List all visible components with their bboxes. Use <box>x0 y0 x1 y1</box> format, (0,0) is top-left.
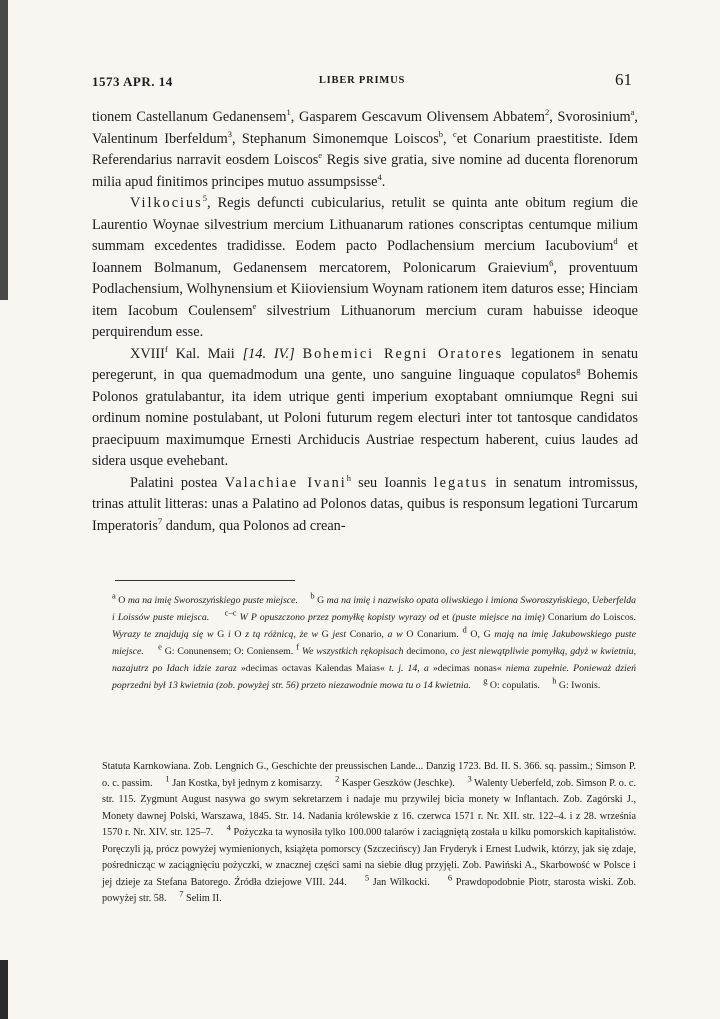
main-text <box>92 107 638 537</box>
binding-shadow-top <box>0 0 8 300</box>
textual-apparatus <box>112 592 636 694</box>
book-title: LIBER PRIMUS <box>318 75 406 86</box>
paragraph-3: XVIII$^f$ Kal. Maii [14. IV.] Bohemici Regni Oratores legationem in senatu peregerunt, in qua quemadmodum una gente, uno sanguine linguaque copulatos$^g$ Bohemis Polonos gratulabantur, ita idem utrique genti imperium exoptabant omniumque Regni sui ordinum nomine postulabant, ut Poloni futurum regem electuri inter tot tantosque candidatos praecipuum maximumque Ernesti Archiducis Austriae respectum haberent, cuius laudes ad sidera usque evehebant. <box>92 343 638 469</box>
binding-shadow-bottom <box>0 960 8 1019</box>
historical-notes-text: Statuta Karnkowiana. Zob. Lengnich G., Geschichte der preussischen Lande... Danzig 1723. Bd. II. S. 366. sq. passim.; Simson P. o. c. passim. $^1$ Jan Kostka, był jednym z komisarzy. $^2$ Kasper Geszków (Jeschke). $^3$ Walenty Ueberfeld, zob. Simson P. o. c. str. 115. Zygmunt August nasywa go swym sekretarzem i nadaje mu przywilej bicia monety w Inflantach. Zob. Zagórski J., Monety dawnej Polski, Warszawa, 1845. Str. 14. Nadania królewskie z 16. czerwca 1571 r. Nr. XII. str. 122–4. i z 28. września 1570 r. Nr. XIV. str. 125–7. $^4$ Pożyczka ta wynosiła tylko 100.000 talarów i zaciągniętą została u kilku pomorskich kapitalistów. Poręczyli ją, prócz powyżej wymienionych, książęta pomorscy (Szczecińscy) Jan Fryderyk i Ernest Ludwik, którzy, jak się zdaje, pośrednicząc w zaciągnięciu pożyczki, w znacznej części sami na siebie dług przyjęli. Zob. Pawiński A., Skarbowość w Polsce i jej dzieje za Stefana Batorego. Źródła dziejowe VIII. 244. $^5$ Jan Wilkocki. $^6$ Prawdopodobnie Piotr, starosta wiski. Zob. powyżej str. 58. $^7$ Selim II. <box>102 761 637 904</box>
paragraph-4: Palatini postea Valachiae Ivani$^h$ seu Ioannis legatus in senatum intromissus, trinas attulit litteras: unas a Palatino ad Polonos datas, quibus is responsum legationi Turcarum Imperatoris$^7$ dandum, qua Polonos ad crean- <box>92 472 638 534</box>
historical-notes <box>102 759 636 908</box>
textual-notes: $^a$ O ma na imię Sworoszyńskiego puste miejsce. $^b$ G ma na imię i nazwisko opata oliwskiego i imiona Sworoszyńskiego, Ueberfelda i Loissów puste miejsca. $^{c-c}$ W P opuszczono przez pomyłkę kopisty wyrazy od et (puste miejsce na imię) Conarium do Loiscos. Wyrazy te znajdują się w G i O z tą różnicą, że w G jest Conario, a w O Conarium. $^d$ O, G mają na imię Jakubowskiego puste miejsce. $^e$ G: Conunensem; O: Coniensem. $^f$ We wszystkich rękopisach decimono, co jest niewątpliwie pomyłką, gdyż w kwietniu, nazajutrz po Idach idzie zaraz »decimas octavas Kalendas Maias« t. j. 14, a »decimas nonas« niema zupełnie. Ponieważ dzień poprzedni był 13 kwietnia (zob. powyżej str. 56) przeto niezawodnie mowa tu o 14 kwietnia. $^g$ O: copulatis. $^h$ G: Iwonis. <box>112 590 637 691</box>
paragraph-1: tionem Castellanum Gedanensem$^1$, Gasparem Gescavum Olivensem Abbatem$^2$, Svorosinium$^a$, Valentinum Iberfeldum$^3$, Stephanum Simonemque Loiscos$^b$, $^c$et Conarium praestitiste. Idem Referendarius narravit eosdem Loiscos$^e$ Regis sive gratia, sive nomine ad ducenta florenorum milia apud finitimos principes mutuo assumpsisse$^4$. <box>92 107 639 190</box>
running-head <box>92 72 632 92</box>
paragraph-2: Vilkocius$^5$, Regis defuncti cubicularius, retulit se quinta ante obitum regium die Laurentio Woynae silvestrium mercium Lithuanarum rationes conscriptas centumque milium summam excedentes tradidisse. Eodem pacto Podlachensium mercium Iacubovium$^d$ et Ioannem Bolmanum, Gedanensem mercatorem, Polonicarum Graievium$^6$, proventuum Podlachensium, Wolhynensium et Kiioviensium Woynam rationem item daturos esse; Hinciam item Iacobum Coulensem$^e$ silvestrium Lithuanorum mercium curam habuisse ideoque perquirendum esse. <box>92 193 639 340</box>
date-heading: 1573 APR. 14 <box>92 74 173 89</box>
page-number: 61 <box>615 70 632 89</box>
footnote-rule <box>115 580 295 581</box>
